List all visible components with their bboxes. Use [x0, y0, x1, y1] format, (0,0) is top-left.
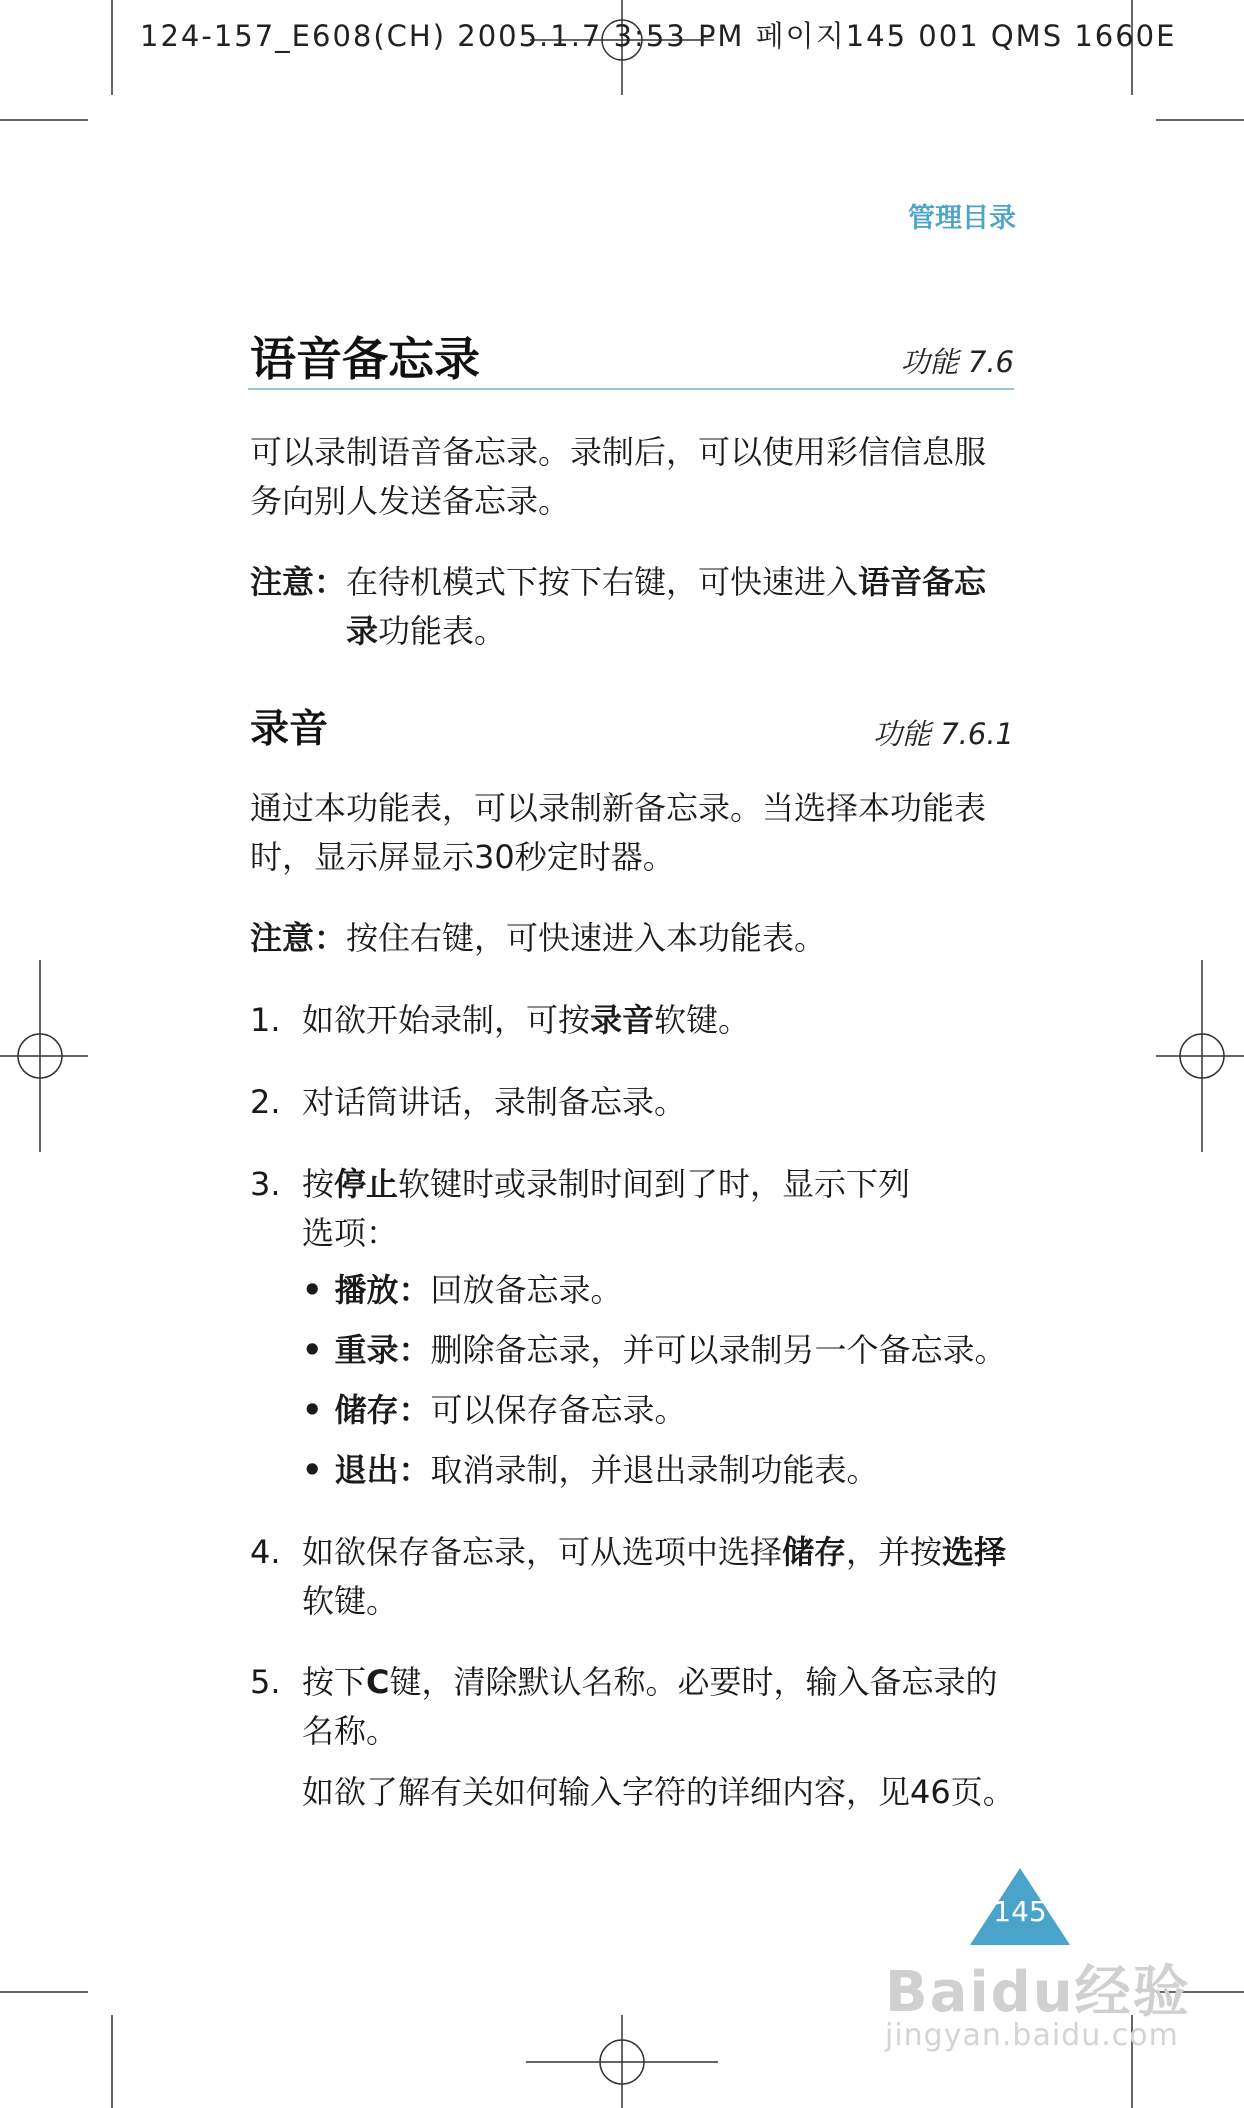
- step-bold-part: 录音: [590, 1001, 655, 1039]
- title-divider: [248, 388, 1014, 390]
- note-bold-part: 录: [346, 612, 379, 650]
- option-label: 储存：: [334, 1391, 431, 1429]
- watermark-brand: Baidu经验: [885, 1960, 1191, 2025]
- step-text-part: 软键。: [302, 1582, 399, 1620]
- option-text: 可以保存备忘录。: [430, 1391, 687, 1429]
- step-text-part: 对话筒讲话，录制备忘录。: [302, 1083, 687, 1121]
- note: [250, 558, 1020, 650]
- step-text: [302, 1528, 1032, 1626]
- note-bold-part: 语音备忘: [858, 563, 987, 601]
- option-text: 回放备忘录。: [430, 1271, 623, 1309]
- intro-line: 时，显示屏显示30秒定时器。: [250, 838, 675, 876]
- step-number: 4.: [250, 1533, 281, 1571]
- step-bold-part: 储存: [782, 1533, 847, 1571]
- bullet-dot: •: [302, 1271, 323, 1309]
- step-number: 1.: [250, 1001, 281, 1039]
- intro-line: 通过本功能表，可以录制新备忘录。当选择本功能表: [250, 789, 987, 827]
- step-text-part: 如欲保存备忘录，可从选项中选择: [302, 1533, 783, 1571]
- option-item: [302, 1446, 1022, 1495]
- step-text-part: 按下: [302, 1663, 367, 1701]
- note-text-part: 功能表。: [378, 612, 507, 650]
- step-bold-part: 停止: [334, 1165, 399, 1203]
- step-number: 5.: [250, 1663, 281, 1701]
- note-text: 按住右键，可快速进入本功能表。: [346, 919, 827, 957]
- bullet-dot: •: [302, 1331, 323, 1369]
- option-label: 退出：: [334, 1451, 431, 1489]
- intro-paragraph: [250, 784, 1020, 882]
- step-number: 3.: [250, 1165, 281, 1203]
- step-text-part: 选项：: [302, 1214, 399, 1252]
- step-text-part: 如欲开始录制，可按: [302, 1001, 591, 1039]
- step-bold-part: 选择: [942, 1533, 1007, 1571]
- step-text-part: 按: [302, 1165, 335, 1203]
- note: [250, 914, 1020, 963]
- intro-line: 务向别人发送备忘录。: [250, 482, 571, 520]
- print-slug: 124-157_E608(CH) 2005.1.7 3:53 PM 페이지145 001 QMS 1660E: [140, 19, 1177, 53]
- section-title: 语音备忘录: [250, 332, 480, 386]
- note-text: [346, 558, 1026, 656]
- step-number: 2.: [250, 1083, 281, 1121]
- watermark-url: jingyan.baidu.com: [885, 2018, 1179, 2053]
- option-text: 删除备忘录，并可以录制另一个备忘录。: [430, 1331, 1007, 1369]
- step-text: [302, 1658, 1032, 1817]
- intro-line: 可以录制语音备忘录。录制后，可以使用彩信信息服: [250, 433, 987, 471]
- page-number: 145: [993, 1895, 1047, 1928]
- option-text: 取消录制，并退出录制功能表。: [430, 1451, 879, 1489]
- step-text: [302, 996, 1032, 1045]
- note-text-part: 在待机模式下按下右键，可快速进入: [346, 563, 859, 601]
- option-label: 播放：: [334, 1271, 431, 1309]
- note-label: 注意：: [250, 563, 347, 601]
- step-bold-part: C: [366, 1663, 390, 1701]
- option-item: [302, 1326, 1022, 1375]
- subsection-title: 录音: [250, 707, 329, 752]
- step-text: [302, 1160, 1032, 1258]
- step-text-part: 键，清除默认名称。必要时，输入备忘录的: [389, 1663, 998, 1701]
- option-item: [302, 1386, 1022, 1435]
- note-label: 注意：: [250, 919, 347, 957]
- bullet-dot: •: [302, 1391, 323, 1429]
- step-text-part: 如欲了解有关如何输入字符的详细内容，见46页。: [302, 1773, 1015, 1811]
- step-text-part: ，并按: [846, 1533, 943, 1571]
- step-text-part: 名称。: [302, 1712, 399, 1750]
- step-text-part: 软键时或录制时间到了时，显示下列: [398, 1165, 911, 1203]
- intro-paragraph: [250, 428, 1020, 526]
- step-text-part: 软键。: [654, 1001, 751, 1039]
- function-number: 功能 7.6: [900, 345, 1014, 379]
- function-number: 功能 7.6.1: [872, 717, 1014, 751]
- running-head: 管理目录: [908, 203, 1016, 234]
- option-label: 重录：: [334, 1331, 431, 1369]
- option-item: [302, 1266, 1022, 1315]
- step-text: [302, 1078, 1032, 1127]
- bullet-dot: •: [302, 1451, 323, 1489]
